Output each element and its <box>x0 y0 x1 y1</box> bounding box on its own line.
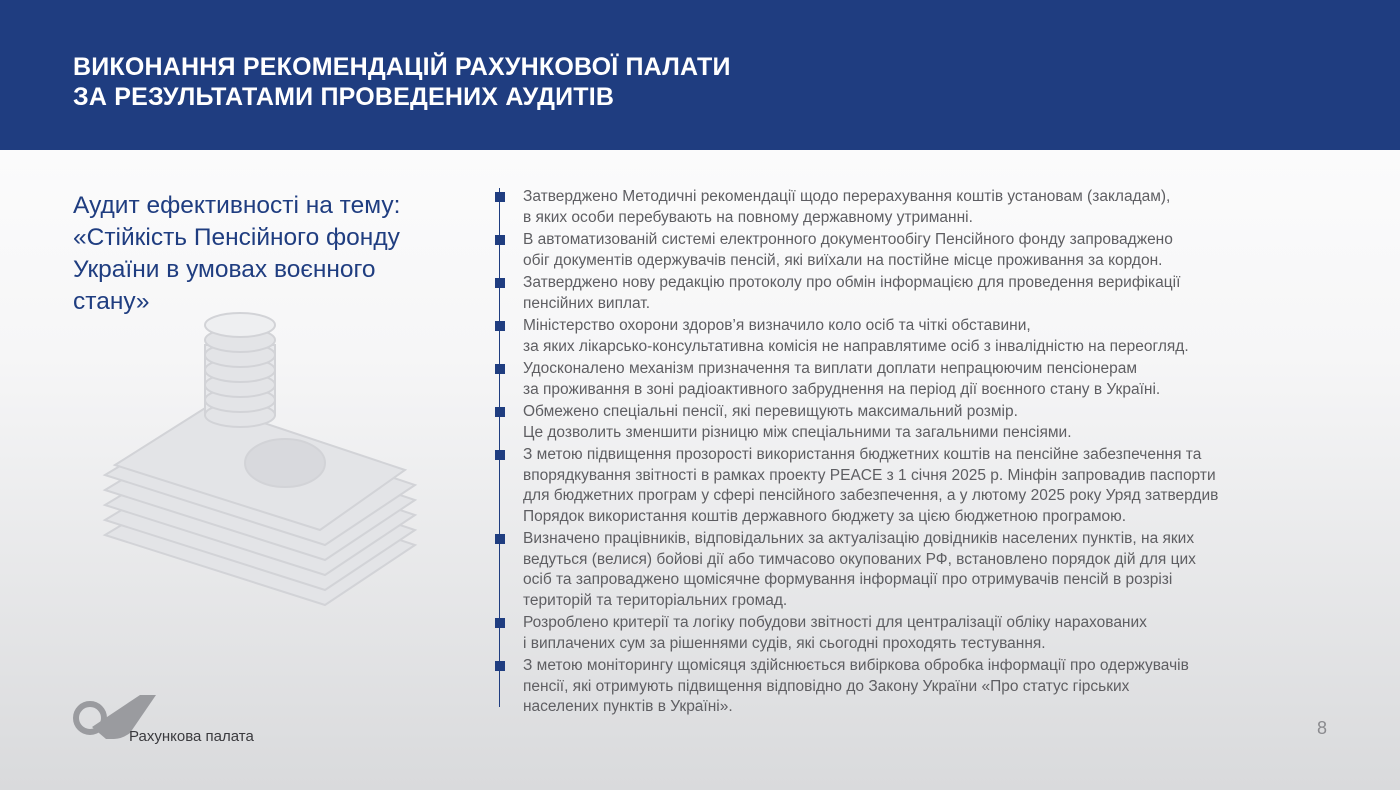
square-bullet-icon <box>495 534 505 544</box>
recommendations-list <box>490 187 1340 720</box>
item-8-line-3: осіб та запроваджено щомісячне формування інформації про отримувачів пенсій в розрізі <box>523 571 1173 588</box>
item-6-line-2: Це дозволить зменшити різницю між спеціальними та загальними пенсіями. <box>523 423 1072 441</box>
square-bullet-icon <box>495 235 505 245</box>
square-bullet-icon <box>495 321 505 331</box>
item-9-line-2: і виплачених сум за рішеннями судів, які сьогодні проходять тестування. <box>523 634 1046 652</box>
list-item <box>490 529 1340 611</box>
item-4-line-1: Міністерство охорони здоров’я визначило коло осіб та чіткі обставини, <box>523 317 1031 334</box>
audit-subject-line-4: стану» <box>73 288 150 315</box>
audit-subject <box>73 190 473 318</box>
square-bullet-icon <box>495 192 505 202</box>
square-bullet-icon <box>495 278 505 288</box>
item-2-line-2: обіг документів одержувачів пенсій, які виїхали на постійне місце проживання за кордон. <box>523 251 1163 269</box>
item-8-line-4: територій та територіальних громад. <box>523 591 788 609</box>
item-1-line-2: в яких особи перебувають на повному державному утриманні. <box>523 208 973 226</box>
item-7-line-4: Порядок використання коштів державного бюджету за цією бюджетною програмою. <box>523 507 1127 525</box>
logo-text: Рахункова палата <box>129 728 254 745</box>
item-5-line-2: за проживання в зоні радіоактивного забруднення на період дії воєнного стану в Україні. <box>523 380 1161 398</box>
page-title <box>73 52 731 112</box>
item-9-line-1: Розроблено критерії та логіку побудови звітності для централізації обліку нарахованих <box>523 614 1147 631</box>
header-banner <box>0 0 1400 150</box>
coins-and-banknotes-icon <box>95 305 425 645</box>
list-item <box>490 187 1340 228</box>
audit-subject-line-2: «Стійкість Пенсійного фонду <box>73 224 400 251</box>
item-10-line-2: пенсії, які отримують підвищення відповідно до Закону України «Про статус гірських <box>523 677 1130 695</box>
item-1-line-1: Затверджено Методичні рекомендації щодо перерахування коштів установам (закладам), <box>523 188 1171 205</box>
square-bullet-icon <box>495 661 505 671</box>
list-item <box>490 316 1340 357</box>
list-item <box>490 273 1340 314</box>
page-number: 8 <box>1317 718 1328 738</box>
list-item <box>490 402 1340 443</box>
item-10-line-3: населених пунктів в Україні». <box>523 698 733 715</box>
list-item <box>490 613 1340 654</box>
item-5-line-1: Удосконалено механізм призначення та виплати доплати непрацюючим пенсіонерам <box>523 360 1138 377</box>
item-7-line-3: для бюджетних програм у сфері пенсійного забезпечення, а у лютому 2025 року Уряд затвердив <box>523 487 1219 504</box>
list-item <box>490 445 1340 527</box>
square-bullet-icon <box>495 407 505 417</box>
list-item <box>490 230 1340 271</box>
item-3-line-1: Затверджено нову редакцію протоколу про обмін інформацією для проведення верифікації <box>523 274 1181 291</box>
page-title-line-1: ВИКОНАННЯ РЕКОМЕНДАЦІЙ РАХУНКОВОЇ ПАЛАТИ <box>73 53 731 81</box>
square-bullet-icon <box>495 364 505 374</box>
item-3-line-2: пенсійних виплат. <box>523 294 650 312</box>
item-4-line-2: за яких лікарсько-консультативна комісія не направлятиме осіб з інвалідністю на переогляд. <box>523 337 1189 355</box>
square-bullet-icon <box>495 618 505 628</box>
item-2-line-1: В автоматизованій системі електронного документообігу Пенсійного фонду запроваджено <box>523 231 1173 248</box>
item-8-line-1: Визначено працівників, відповідальних за актуалізацію довідників населених пунктів, на яких <box>523 530 1195 547</box>
list-item <box>490 656 1340 718</box>
item-6-line-1: Обмежено спеціальні пенсії, які перевищують максимальний розмір. <box>523 403 1018 420</box>
item-8-line-2: ведуться (велися) бойові дії або тимчасово окупованих РФ, встановлено порядок дій для цих <box>523 550 1196 568</box>
list-item <box>490 359 1340 400</box>
item-7-line-1: З метою підвищення прозорості використання бюджетних коштів на пенсійне забезпечення та <box>523 446 1202 463</box>
page-title-line-2: ЗА РЕЗУЛЬТАТАМИ ПРОВЕДЕНИХ АУДИТІВ <box>73 83 615 111</box>
item-7-line-2: впорядкування звітності в рамках проекту PEACE з 1 січня 2025 р. Мінфін запровадив паспорти <box>523 466 1216 484</box>
audit-subject-line-1: Аудит ефективності на тему: <box>73 192 401 219</box>
item-10-line-1: З метою моніторингу щомісяця здійснюється вибіркова обробка інформації про одержувачів <box>523 657 1189 674</box>
audit-subject-line-3: України в умовах воєнного <box>73 256 376 283</box>
square-bullet-icon <box>495 450 505 460</box>
